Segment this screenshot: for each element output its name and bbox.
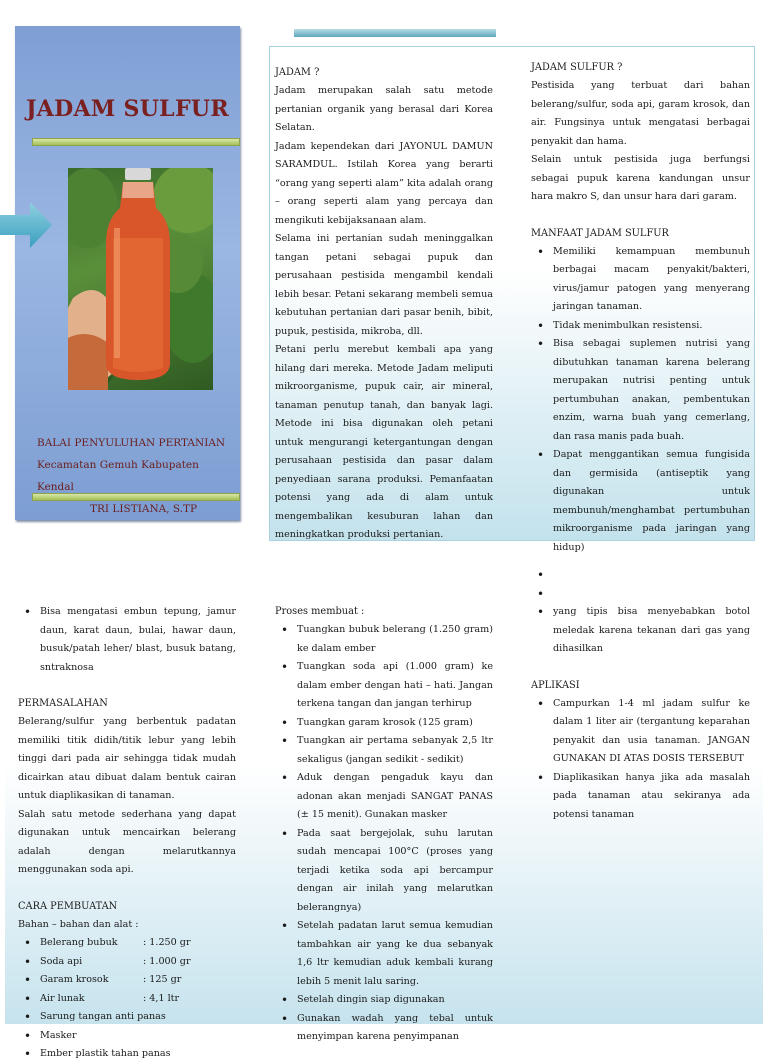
list-item: • Tidak menimbulkan resistensi. bbox=[553, 317, 750, 336]
bahan-sep: : bbox=[143, 937, 147, 948]
org-line-2: Kecamatan Gemuh Kabupaten Kendal bbox=[37, 459, 199, 493]
list-item: • Setelah padatan larut semua kemudian tambahkan air yang ke dua sebanyak 1,6 ltr kemudian aduk kembali kurang lebih 5 menit lalu saring. bbox=[297, 917, 493, 991]
aplikasi-list bbox=[531, 695, 750, 825]
jadam-paragraph: Selama ini pertanian sudah meninggalkan tangan petani sebagai pupuk dan perusahaan pestisida mengambil kendali lebih besar. Petani sekarang membeli semua kebutuhan pertanian dari pasar benih, bibit, pupuk, pestisida, mikroba, dll. bbox=[275, 233, 493, 337]
column-2 bbox=[275, 603, 493, 1047]
bahan-sep: : bbox=[143, 992, 147, 1004]
bottle-photo-image bbox=[68, 168, 213, 390]
permasalahan-heading: PERMASALAHAN bbox=[18, 698, 108, 709]
top-decoration-bar bbox=[294, 29, 496, 37]
org-author: TRI LISTIANA, S.TP bbox=[90, 503, 198, 515]
bahan-sep: : bbox=[143, 974, 147, 985]
sulfur-section bbox=[531, 59, 750, 557]
list-item: • Gunakan wadah yang tebal untuk menyimpan karena penyimpanan bbox=[297, 1010, 493, 1047]
column-1 bbox=[18, 603, 236, 1064]
list-item: • Setelah dingin siap digunakan bbox=[297, 991, 493, 1010]
jadam-paragraph: Jadam merupakan salah satu metode pertanian organik yang berasal dari Korea Selatan. bbox=[275, 85, 493, 133]
sulfur-heading: JADAM SULFUR ? bbox=[531, 62, 623, 73]
green-divider-top bbox=[32, 138, 240, 146]
permasalahan-paragraph: Belerang/sulfur yang berbentuk padatan memiliki titik didih/titik lebur yang lebih tinggi dari pada air sehingga tidak mudah dicairkan atau dibuat dalam bentuk cairan untuk diaplikasikan di tanaman. bbox=[18, 716, 236, 801]
list-item: • Bisa mengatasi embun tepung, jamur daun, karat daun, bulai, hawar daun, busuk/patah leher/ blast, busuk batang, sntraknosa bbox=[40, 603, 236, 677]
bahan-qty: 1.000 gr bbox=[149, 955, 191, 967]
proses-list bbox=[275, 621, 493, 1047]
arrow-right-icon bbox=[0, 200, 52, 250]
permasalahan-paragraph: Salah satu metode sederhana yang dapat digunakan untuk mencairkan belerang adalah dengan melarutkannya menggunakan soda api. bbox=[18, 808, 236, 875]
jadam-section bbox=[275, 64, 493, 545]
bahan-sep: : bbox=[143, 955, 147, 967]
list-item: • yang tipis bisa menyebabkan botol meledak karena tekanan dari gas yang dihasilkan bbox=[553, 603, 750, 659]
bahan-qty: 4,1 ltr bbox=[149, 992, 180, 1004]
bahan-qty: 125 gr bbox=[149, 974, 182, 985]
list-item: • Tuangkan garam krosok (125 gram) bbox=[297, 714, 493, 733]
list-item: • Aduk dengan pengaduk kayu dan adonan akan menjadi SANGAT PANAS (± 15 menit). Gunakan masker bbox=[297, 769, 493, 825]
jadam-paragraph: Jadam kependekan dari JAYONUL DAMUN SARAMDUL. Istilah Korea yang berarti “orang yang seperti alam” kita adalah orang – orang seperti alam yang percaya dan mengikuti kebijaksanaan alam. bbox=[275, 140, 493, 226]
org-line-1: BALAI PENYULUHAN PERTANIAN bbox=[37, 437, 226, 449]
cover-panel bbox=[15, 26, 240, 520]
list-item bbox=[40, 971, 236, 990]
cara-heading: CARA PEMBUATAN bbox=[18, 900, 118, 912]
list-item: • Campurkan 1-4 ml jadam sulfur ke dalam 1 liter air (tergantung keparahan penyakit dan usia tanaman. JANGAN GUNAKAN DI ATAS DOSIS TERSEBUT bbox=[553, 695, 750, 769]
sulfur-paragraph: Pestisida yang terbuat dari bahan belerang/sulfur, soda api, garam krosok, dan air. Fungsinya untuk mengatasi berbagai penyakit dan hama. bbox=[531, 80, 750, 147]
list-item: • Tuangkan air pertama sebanyak 2,5 ltr sekaligus (jangan sedikit - sedikit) bbox=[297, 732, 493, 769]
list-item: • Tuangkan bubuk belerang (1.250 gram) ke dalam ember bbox=[297, 621, 493, 658]
list-item: • Sarung tangan anti panas bbox=[40, 1008, 236, 1027]
bottle-photo bbox=[68, 168, 213, 390]
list-item bbox=[553, 585, 750, 604]
bahan-name: Belerang bubuk bbox=[40, 937, 118, 948]
bahan-label: Bahan – bahan dan alat : bbox=[18, 918, 139, 930]
cover-organization bbox=[37, 432, 237, 520]
cover-title: JADAM SULFUR bbox=[26, 96, 229, 122]
list-item: • Pada saat bergejolak, suhu larutan sudah mencapai 100°C (proses yang terjadi ketika soda api bercampur dengan air inilah yang melarutkan belerangnya) bbox=[297, 825, 493, 918]
list-item bbox=[553, 566, 750, 585]
proses-heading: Proses membuat : bbox=[275, 606, 365, 617]
column-3 bbox=[531, 566, 750, 824]
list-item bbox=[40, 934, 236, 953]
list-item bbox=[40, 953, 236, 972]
sulfur-paragraph: Selain untuk pestisida juga berfungsi sebagai pupuk karena kandungan unsur hara makro S, dan unsur hara dari garam. bbox=[531, 154, 750, 202]
bahan-qty: 1.250 gr bbox=[149, 937, 191, 948]
bahan-name: Soda api bbox=[40, 955, 83, 967]
list-item: • Memiliki kemampuan membunuh berbagai macam penyakit/bakteri, virus/jamur patogen yang menyerang jaringan tanaman. bbox=[553, 243, 750, 317]
manfaat-heading: MANFAAT JADAM SULFUR bbox=[531, 227, 669, 239]
bahan-name: Air lunak bbox=[40, 992, 85, 1004]
list-item: • Ember plastik tahan panas bbox=[40, 1045, 236, 1064]
list-item bbox=[40, 990, 236, 1009]
bahan-list bbox=[18, 934, 236, 1064]
list-item: • Dapat menggantikan semua fungisida dan germisida (antiseptik yang digunakan untuk membunuh/menghambat pertumbuhan mikroorganisme pada jaringan yang hidup) bbox=[553, 446, 750, 557]
list-item: • Diaplikasikan hanya jika ada masalah pada tanaman atau sekiranya ada potensi tanaman bbox=[553, 769, 750, 825]
list-item: • Masker bbox=[40, 1027, 236, 1046]
aplikasi-heading: APLIKASI bbox=[531, 679, 580, 691]
disease-list bbox=[18, 603, 236, 677]
list-item: • Bisa sebagai suplemen nutrisi yang dibutuhkan tanaman karena belerang merupakan nutrisi penting untuk pertumbuhan anakan, pembentukan enzim, warna buah yang cemerlang, dan rasa manis pada buah. bbox=[553, 335, 750, 446]
jadam-heading: JADAM ? bbox=[275, 67, 320, 78]
manfaat-list bbox=[531, 243, 750, 558]
list-item: • Tuangkan soda api (1.000 gram) ke dalam ember dengan hati – hati. Jangan terkena tangan dan jangan terhirup bbox=[297, 658, 493, 714]
bahan-name: Garam krosok bbox=[40, 974, 109, 985]
continued-list bbox=[531, 566, 750, 659]
jadam-paragraph: Petani perlu merebut kembali apa yang hilang dari mereka. Metode Jadam meliputi mikroorganisme, pupuk cair, air mineral, tanaman penutup tanah, dan banyak lagi. Metode ini bisa digunakan oleh petani untuk mengurangi ketergantungan dengan perusahaan pestisida dan pasar dalam penyediaan sarana produksi. Pemanfaatan potensi yang ada di alam untuk mengembalikan kesuburan lahan dan meningkatkan produksi pertanian. bbox=[275, 344, 493, 540]
